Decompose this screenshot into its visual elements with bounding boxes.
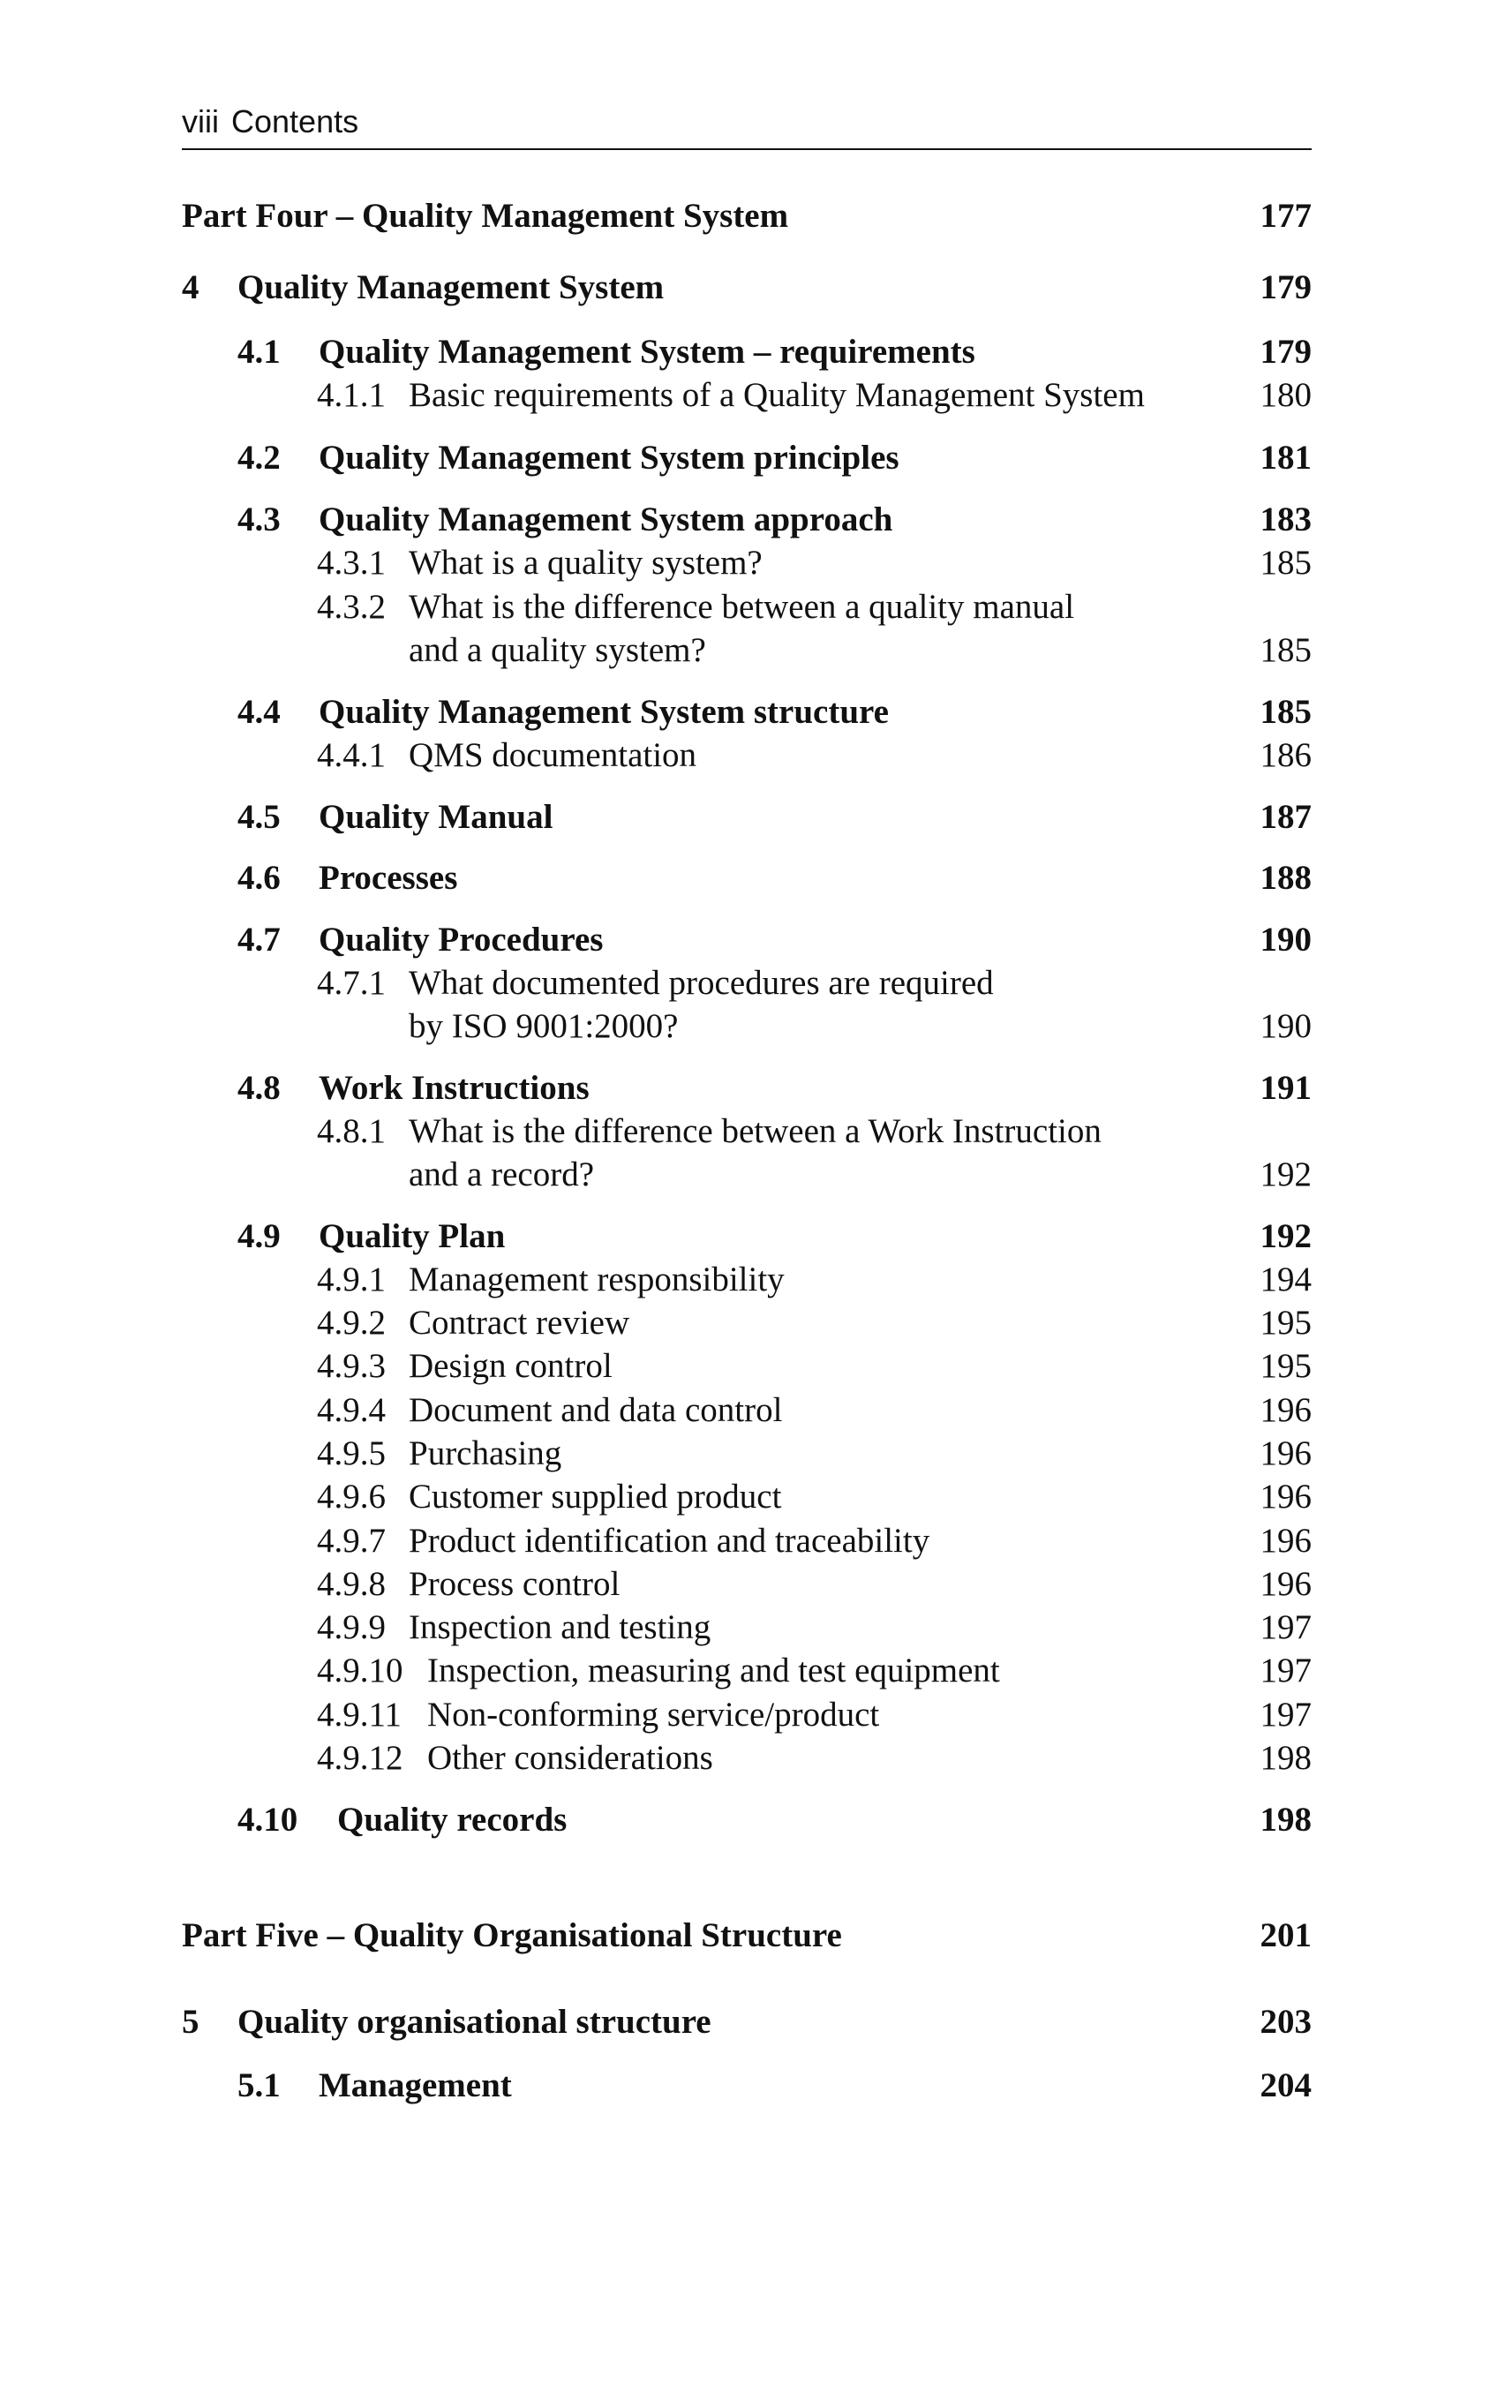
toc-page: 177 <box>1260 197 1312 235</box>
toc-page: 188 <box>1260 859 1312 897</box>
toc-number: 4.7 <box>237 921 281 959</box>
toc-number: 4.9 <box>237 1217 281 1255</box>
toc-subsection-4-8-1[interactable] <box>182 1110 1312 1154</box>
toc-page: 191 <box>1260 1069 1312 1107</box>
toc-subsection-4-9-6[interactable] <box>182 1475 1312 1519</box>
toc-section-4-8[interactable] <box>182 1066 1312 1110</box>
toc-number: 4.9.1 <box>317 1260 386 1298</box>
toc-number: 4.3.1 <box>317 544 386 582</box>
toc-number: 4.9.2 <box>317 1304 386 1342</box>
toc-subsection-4-4-1[interactable] <box>182 734 1312 778</box>
toc-subsection-4-3-2-continued[interactable] <box>182 628 1312 673</box>
toc-title-continued: by ISO 9001:2000? <box>409 1007 679 1045</box>
toc-title: Inspection and testing <box>409 1608 711 1646</box>
toc-chapter-4[interactable] <box>182 266 1312 310</box>
header-page-number: viii <box>182 103 219 139</box>
toc-title: Inspection, measuring and test equipment <box>427 1652 1000 1689</box>
toc-number: 4.9.9 <box>317 1608 386 1646</box>
toc-page: 195 <box>1260 1347 1312 1385</box>
toc-page: 183 <box>1260 500 1312 538</box>
toc-subsection-4-9-10[interactable] <box>182 1649 1312 1693</box>
toc-page: 204 <box>1260 2066 1312 2104</box>
toc-number: 4.3 <box>237 500 281 538</box>
toc-title: QMS documentation <box>409 736 697 774</box>
toc-title-continued: and a record? <box>409 1155 595 1193</box>
toc-title: Quality organisational structure <box>237 2003 711 2041</box>
toc-subsection-4-3-1[interactable] <box>182 541 1312 585</box>
toc-number: 4.9.3 <box>317 1347 386 1385</box>
toc-subsection-4-9-2[interactable] <box>182 1301 1312 1345</box>
toc-title: Customer supplied product <box>409 1478 782 1516</box>
toc-page: 198 <box>1260 1801 1312 1839</box>
toc-number: 4.9.8 <box>317 1565 386 1603</box>
toc-number: 4.9.10 <box>317 1652 403 1689</box>
toc-section-4-9[interactable] <box>182 1215 1312 1259</box>
toc-number: 4.9.12 <box>317 1739 403 1777</box>
toc-subsection-4-9-1[interactable] <box>182 1258 1312 1302</box>
toc-title: Quality Management System structure <box>319 693 889 731</box>
toc-number: 4.10 <box>237 1801 298 1839</box>
toc-page: 196 <box>1260 1478 1312 1516</box>
toc-subsection-4-9-7[interactable] <box>182 1519 1312 1563</box>
toc-subsection-4-9-8[interactable] <box>182 1562 1312 1607</box>
toc-title: Basic requirements of a Quality Management System <box>409 376 1145 414</box>
toc-page: 181 <box>1260 439 1312 477</box>
toc-number: 4.4.1 <box>317 736 386 774</box>
toc-page: 190 <box>1260 1007 1312 1045</box>
toc-part-four[interactable] <box>182 194 1312 238</box>
toc-title: Design control <box>409 1347 613 1385</box>
toc-title: Non-conforming service/product <box>427 1696 880 1734</box>
toc-title: Processes <box>319 859 458 897</box>
toc-section-4-2[interactable] <box>182 436 1312 480</box>
toc-number: 4.4 <box>237 693 281 731</box>
toc-page: 179 <box>1260 268 1312 306</box>
toc-title: Work Instructions <box>319 1069 590 1107</box>
toc-number: 4.9.6 <box>317 1478 386 1516</box>
toc-subsection-4-9-12[interactable] <box>182 1736 1312 1780</box>
toc-title: What documented procedures are required <box>409 964 994 1002</box>
toc-title: What is the difference between a quality manual <box>409 588 1075 626</box>
toc-page: 192 <box>1260 1217 1312 1255</box>
toc-number: 4.6 <box>237 859 281 897</box>
toc-number: 4.1 <box>237 333 281 371</box>
toc-subsection-4-7-1-continued[interactable] <box>182 1005 1312 1049</box>
toc-section-4-10[interactable] <box>182 1798 1312 1842</box>
toc-title: Quality Management System approach <box>319 500 893 538</box>
toc-subsection-4-9-9[interactable] <box>182 1606 1312 1650</box>
toc-subsection-4-9-5[interactable] <box>182 1432 1312 1476</box>
toc-page: 185 <box>1260 693 1312 731</box>
toc-section-4-5[interactable] <box>182 795 1312 839</box>
toc-number: 4 <box>182 268 199 306</box>
toc-number: 4.9.5 <box>317 1434 386 1472</box>
toc-number: 5.1 <box>237 2066 281 2104</box>
toc-number: 4.3.2 <box>317 588 386 626</box>
toc-title: Quality Management System principles <box>319 439 899 477</box>
toc-chapter-5[interactable] <box>182 2000 1312 2044</box>
toc-title: What is the difference between a Work Instruction <box>409 1112 1102 1150</box>
toc-page: 197 <box>1260 1696 1312 1734</box>
toc-subsection-4-3-2[interactable] <box>182 585 1312 629</box>
toc-section-4-4[interactable] <box>182 690 1312 734</box>
toc-number: 4.7.1 <box>317 964 386 1002</box>
toc-title: Management responsibility <box>409 1260 785 1298</box>
toc-section-4-6[interactable] <box>182 856 1312 900</box>
toc-page: 203 <box>1260 2003 1312 2041</box>
toc-subsection-4-7-1[interactable] <box>182 961 1312 1005</box>
toc-subsection-4-9-3[interactable] <box>182 1344 1312 1388</box>
toc-subsection-4-8-1-continued[interactable] <box>182 1153 1312 1197</box>
toc-title: Quality Plan <box>319 1217 506 1255</box>
running-header <box>182 95 1312 150</box>
toc-number: 4.8 <box>237 1069 281 1107</box>
toc-title: Part Five – Quality Organisational Structure <box>182 1916 842 1954</box>
toc-title: Purchasing <box>409 1434 562 1472</box>
toc-page: 190 <box>1260 921 1312 959</box>
toc-subsection-4-9-11[interactable] <box>182 1693 1312 1737</box>
toc-number: 5 <box>182 2003 199 2041</box>
toc-section-4-3[interactable] <box>182 498 1312 542</box>
toc-page: 192 <box>1260 1155 1312 1193</box>
toc-title: Quality Management System – requirements <box>319 333 975 371</box>
toc-page: 197 <box>1260 1608 1312 1646</box>
toc-page: 185 <box>1260 544 1312 582</box>
toc-number: 4.1.1 <box>317 376 386 414</box>
toc-page: 198 <box>1260 1739 1312 1777</box>
toc-page: 195 <box>1260 1304 1312 1342</box>
header-title: Contents <box>231 103 359 139</box>
toc-title: What is a quality system? <box>409 544 763 582</box>
toc-page: 197 <box>1260 1652 1312 1689</box>
toc-title: Process control <box>409 1565 621 1603</box>
toc-part-five[interactable] <box>182 1914 1312 1958</box>
toc-title: Quality Procedures <box>319 921 604 959</box>
toc-title: Document and data control <box>409 1391 783 1429</box>
toc-number: 4.8.1 <box>317 1112 386 1150</box>
toc-page: 187 <box>1260 798 1312 836</box>
toc-title: Quality Manual <box>319 798 553 836</box>
toc-subsection-4-1-1[interactable] <box>182 373 1312 418</box>
toc-section-4-7[interactable] <box>182 918 1312 962</box>
toc-page: 201 <box>1260 1916 1312 1954</box>
toc-title: Contract review <box>409 1304 630 1342</box>
toc-section-5-1[interactable] <box>182 2064 1312 2108</box>
toc-title-continued: and a quality system? <box>409 631 706 669</box>
toc-title: Quality Management System <box>237 268 665 306</box>
toc-page: 196 <box>1260 1391 1312 1429</box>
toc-subsection-4-9-4[interactable] <box>182 1388 1312 1433</box>
toc-page: 196 <box>1260 1522 1312 1560</box>
toc-section-4-1[interactable] <box>182 330 1312 374</box>
toc-page: 196 <box>1260 1565 1312 1603</box>
toc-number: 4.9.7 <box>317 1522 386 1560</box>
toc-title: Part Four – Quality Management System <box>182 197 789 235</box>
toc-title: Quality records <box>337 1801 568 1839</box>
toc-page: 180 <box>1260 376 1312 414</box>
toc-number: 4.2 <box>237 439 281 477</box>
toc-page: 196 <box>1260 1434 1312 1472</box>
toc-title: Management <box>319 2066 512 2104</box>
toc-title: Product identification and traceability <box>409 1522 930 1560</box>
toc-page: 179 <box>1260 333 1312 371</box>
toc-title: Other considerations <box>427 1739 713 1777</box>
toc-page: 194 <box>1260 1260 1312 1298</box>
toc-page: 186 <box>1260 736 1312 774</box>
toc-number: 4.9.11 <box>317 1696 402 1734</box>
toc-number: 4.9.4 <box>317 1391 386 1429</box>
toc-page: 185 <box>1260 631 1312 669</box>
toc-number: 4.5 <box>237 798 281 836</box>
